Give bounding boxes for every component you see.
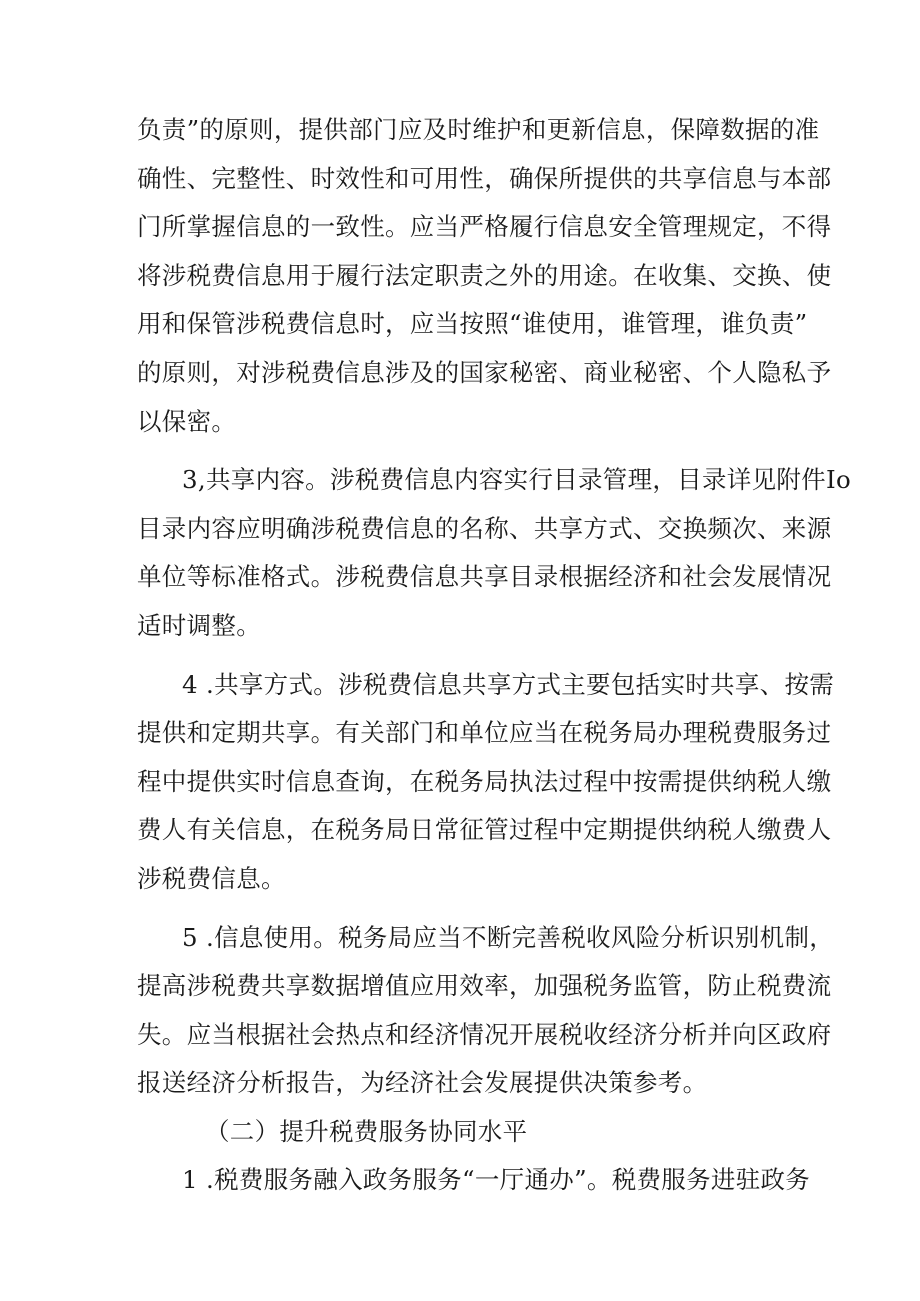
text-line: 失。应当根据社会热点和经济情况开展税收经济分析并向区政府 xyxy=(137,1019,832,1049)
text-line: 确性、完整性、时效性和可用性，确保所提供的共享信息与本部 xyxy=(137,163,832,193)
text-line: 单位等标准格式。涉税费信息共享目录根据经济和社会发展情况 xyxy=(137,562,832,592)
text-line: 用和保管涉税费信息时，应当按照“谁使用，谁管理，谁负责” xyxy=(137,309,808,339)
text-line: 报送经济分析报告，为经济社会发展提供决策参考。 xyxy=(137,1068,708,1098)
document-body xyxy=(137,106,852,1205)
text-line: 程中提供实时信息查询，在税务局执法过程中按需提供纳税人缴 xyxy=(137,766,832,796)
paragraph-heading-line: 5 .信息使用。税务局应当不断完善税收风险分析识别机制， xyxy=(182,922,835,952)
text-line: 将涉税费信息用于履行法定职责之外的用途。在收集、交换、使 xyxy=(137,260,832,290)
paragraph-heading-line: 3,共享内容。涉税费信息内容实行目录管理，目录详见附件Io xyxy=(182,465,852,495)
paragraph-heading-line: 1 .税费服务融入政务服务“一厅通办”。税费服务进驻政务 xyxy=(182,1165,811,1195)
paragraph-heading-line: 4 .共享方式。涉税费信息共享方式主要包括实时共享、按需 xyxy=(182,669,835,699)
text-line: 费人有关信息，在税务局日常征管过程中定期提供纳税人缴费人 xyxy=(137,815,832,845)
text-line: 涉税费信息。 xyxy=(137,863,286,893)
text-line: 提供和定期共享。有关部门和单位应当在税务局办理税费服务过 xyxy=(137,718,832,748)
text-line: 以保密。 xyxy=(137,406,237,436)
text-line: 适时调整。 xyxy=(137,610,261,640)
text-line: 的原则，对涉税费信息涉及的国家秘密、商业秘密、个人隐私予 xyxy=(137,357,832,387)
text-line: 门所掌握信息的一致性。应当严格履行信息安全管理规定，不得 xyxy=(137,212,832,242)
text-line: 目录内容应明确涉税费信息的名称、共享方式、交换频次、来源 xyxy=(137,513,832,543)
text-line: 负责”的原则，提供部门应及时维护和更新信息，保障数据的准 xyxy=(137,115,820,144)
text-line: 提高涉税费共享数据增值应用效率，加强税务监管，防止税费流 xyxy=(137,971,832,1001)
section-heading: （二）提升税费服务协同水平 xyxy=(205,1116,528,1146)
